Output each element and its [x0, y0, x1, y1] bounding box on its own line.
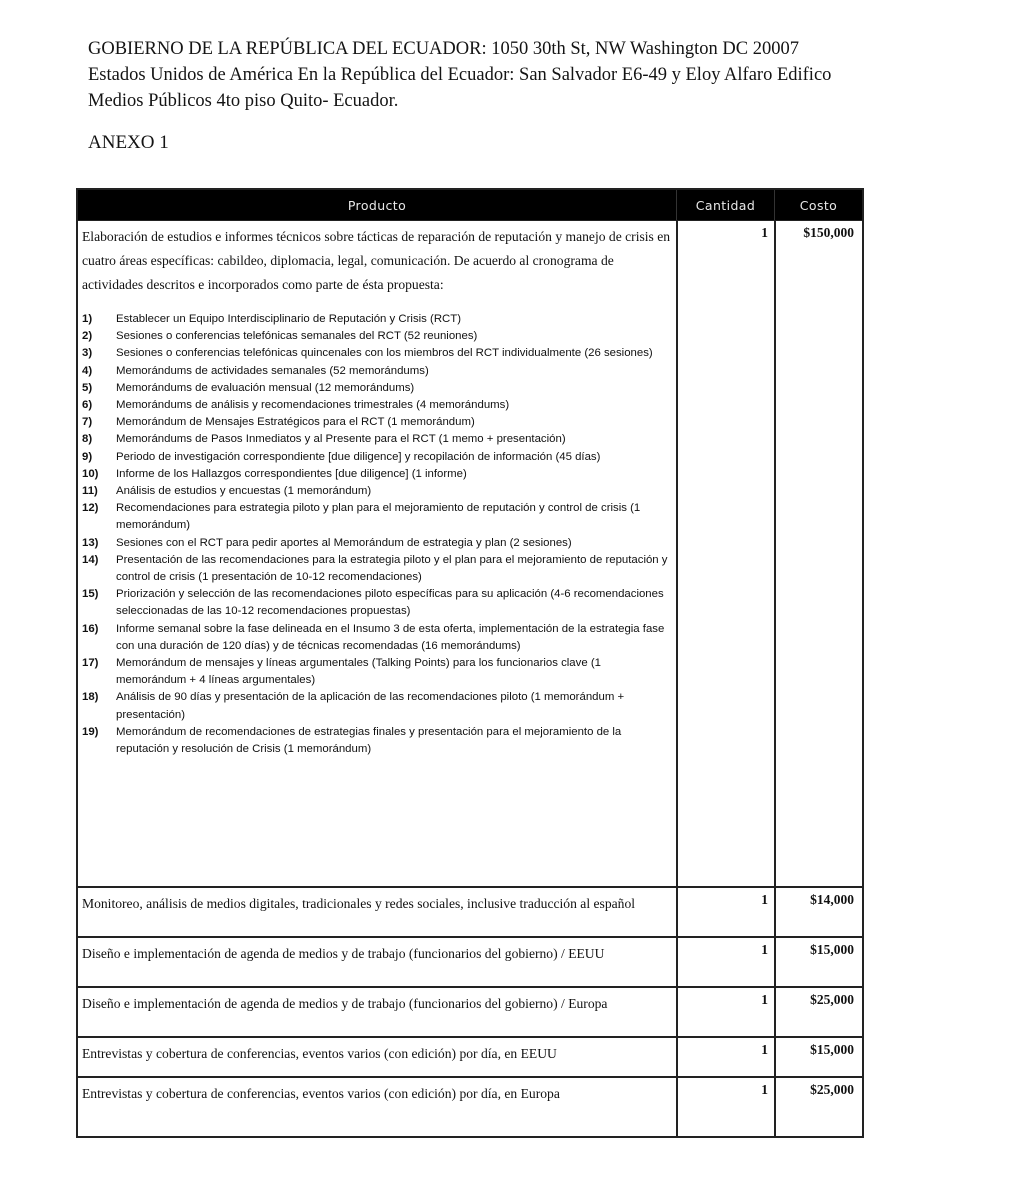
- list-item-text: Análisis de estudios y encuestas (1 memorándum): [116, 485, 372, 498]
- list-item: [82, 724, 673, 758]
- row-description: Monitoreo, análisis de medios digitales, tradicionales y redes sociales, inclusive traducción al español: [82, 896, 636, 911]
- main-row-description: Elaboración de estudios e informes técnicos sobre tácticas de reparación de reputación y manejo de crisis en cuatro áreas específicas: cabildeo, diplomacia, legal, comunicación. De acuerdo al cronograma de actividades descritos e incorporados como parte de ésta propuesta:: [82, 229, 671, 292]
- table-row: [78, 1036, 862, 1076]
- list-item-text: Presentación de las recomendaciones para la estrategia piloto y el plan para el mejoramiento de reputación y control de crisis (1 presentación de 10-12 recomendaciones): [116, 553, 668, 584]
- document-header: GOBIERNO DE LA REPÚBLICA DEL ECUADOR: 1050 30th St, NW Washington DC 20007 Estados Unidos de América En la República del Ecuador: San Salvador E6-49 y Eloy Alfaro Edifico Medios Públicos 4to piso Quito- Ecuador.: [88, 39, 832, 111]
- list-item-text: Priorización y selección de las recomendaciones piloto específicas para su aplicación (4-6 recomendaciones seleccionadas de las 10-12 recomendaciones propuestas): [116, 588, 664, 618]
- list-item-text: Memorándums de análisis y recomendaciones trimestrales (4 memorándums): [116, 399, 510, 412]
- activity-list: [82, 311, 673, 758]
- list-item-text: Periodo de investigación correspondiente [due diligence] y recopilación de información (45 días): [116, 450, 601, 463]
- list-item-number: 17): [82, 657, 99, 670]
- products-table: [76, 188, 864, 1138]
- list-item-text: Recomendaciones para estrategia piloto y plan para el mejoramiento de reputación y control de crisis (1 memorándum): [116, 502, 641, 532]
- list-item-number: 16): [82, 622, 99, 635]
- annex-title: ANEXO 1: [88, 132, 169, 153]
- column-header-cantidad: Cantidad: [676, 190, 774, 220]
- row-cost: $25,000: [774, 1078, 862, 1136]
- list-item-text: Sesiones o conferencias telefónicas semanales del RCT (52 reuniones): [116, 330, 478, 343]
- list-item-text: Memorándums de Pasos Inmediatos y al Presente para el RCT (1 memo + presentación): [116, 433, 566, 446]
- list-item-number: 2): [82, 330, 93, 343]
- list-item-number: 6): [82, 399, 93, 412]
- list-item-number: 10): [82, 467, 99, 480]
- list-item-text: Análisis de 90 días y presentación de la aplicación de las recomendaciones piloto (1 memorándum + presentación): [116, 691, 625, 721]
- list-item: [82, 380, 673, 397]
- list-item-text: Memorándums de evaluación mensual (12 memorándums): [116, 381, 415, 394]
- list-item: [82, 397, 673, 414]
- row-description: Diseño e implementación de agenda de medios y de trabajo (funcionarios del gobierno) / Europa: [82, 996, 608, 1011]
- table-row: [78, 936, 862, 986]
- list-item-number: 3): [82, 347, 93, 360]
- row-quantity: 1: [676, 938, 774, 986]
- list-item: [82, 345, 673, 362]
- list-item-number: 19): [82, 725, 99, 738]
- row-cost: $15,000: [774, 938, 862, 986]
- list-item-text: Memorándum de Mensajes Estratégicos para el RCT (1 memorándum): [116, 416, 475, 429]
- list-item-text: Sesiones o conferencias telefónicas quincenales con los miembros del RCT individualmente (26 sesiones): [116, 347, 653, 360]
- list-item: [82, 328, 673, 345]
- list-item-number: 15): [82, 588, 99, 601]
- row-description: Entrevistas y cobertura de conferencias, eventos varios (con edición) por día, en Europa: [82, 1086, 560, 1101]
- list-item: [82, 586, 673, 620]
- row-cost: $150,000: [774, 221, 862, 886]
- table-header: [78, 190, 862, 220]
- list-item: [82, 535, 673, 552]
- row-quantity: 1: [676, 1038, 774, 1076]
- list-item-number: 5): [82, 381, 93, 394]
- list-item: [82, 552, 673, 586]
- table-row: [78, 220, 862, 886]
- row-description: Diseño e implementación de agenda de medios y de trabajo (funcionarios del gobierno) / EEUU: [82, 946, 605, 961]
- row-cost: $15,000: [774, 1038, 862, 1076]
- list-item-number: 11): [82, 485, 98, 498]
- list-item: [82, 311, 673, 328]
- list-item: [82, 431, 673, 448]
- row-quantity: 1: [676, 1078, 774, 1136]
- list-item-text: Memorándum de recomendaciones de estrategias finales y presentación para el mejoramiento de la reputación y resolución de Crisis (1 memorándum): [116, 725, 622, 756]
- list-item-number: 12): [82, 502, 99, 515]
- row-quantity: 1: [676, 988, 774, 1036]
- list-item: [82, 621, 673, 655]
- list-item: [82, 483, 673, 500]
- list-item-number: 18): [82, 691, 99, 704]
- list-item-number: 14): [82, 553, 99, 566]
- list-item: [82, 655, 673, 689]
- column-header-producto: Producto: [347, 197, 407, 213]
- list-item: [82, 466, 673, 483]
- list-item-text: Informe semanal sobre la fase delineada en el Insumo 3 de esta oferta, implementación de la estrategia fase con una duración de 120 días) y de técnicas recomendadas (16 memorándums): [116, 622, 665, 652]
- list-item: [82, 500, 673, 534]
- list-item-text: Sesiones con el RCT para pedir aportes al Memorándum de estrategia y plan (2 sesiones): [116, 536, 572, 549]
- row-quantity: 1: [676, 221, 774, 886]
- list-item-text: Memorándum de mensajes y líneas argumentales (Talking Points) para los funcionarios clave (1 memorándum + 4 líneas argumentales): [116, 657, 601, 687]
- table-row: [78, 986, 862, 1036]
- table-row: [78, 886, 862, 936]
- list-item-number: 1): [82, 313, 93, 325]
- table-row: [78, 1076, 862, 1136]
- list-item-text: Establecer un Equipo Interdisciplinario de Reputación y Crisis (RCT): [116, 313, 462, 325]
- list-item-number: 8): [82, 433, 93, 446]
- list-item-number: 7): [82, 416, 93, 429]
- list-item-number: 13): [82, 536, 99, 549]
- list-item-number: 4): [82, 364, 93, 377]
- list-item: [82, 449, 673, 466]
- list-item: [82, 414, 673, 431]
- row-quantity: 1: [676, 888, 774, 936]
- list-item-text: Informe de los Hallazgos correspondientes [due diligence] (1 informe): [116, 467, 467, 480]
- row-description: [78, 221, 676, 886]
- row-cost: $14,000: [774, 888, 862, 936]
- list-item-text: Memorándums de actividades semanales (52 memorándums): [116, 364, 429, 377]
- list-item: [82, 363, 673, 380]
- row-description: Entrevistas y cobertura de conferencias, eventos varios (con edición) por día, en EEUU: [82, 1046, 557, 1061]
- list-item-number: 9): [82, 450, 93, 463]
- column-header-costo: Costo: [774, 190, 862, 220]
- list-item: [82, 689, 673, 723]
- row-cost: $25,000: [774, 988, 862, 1036]
